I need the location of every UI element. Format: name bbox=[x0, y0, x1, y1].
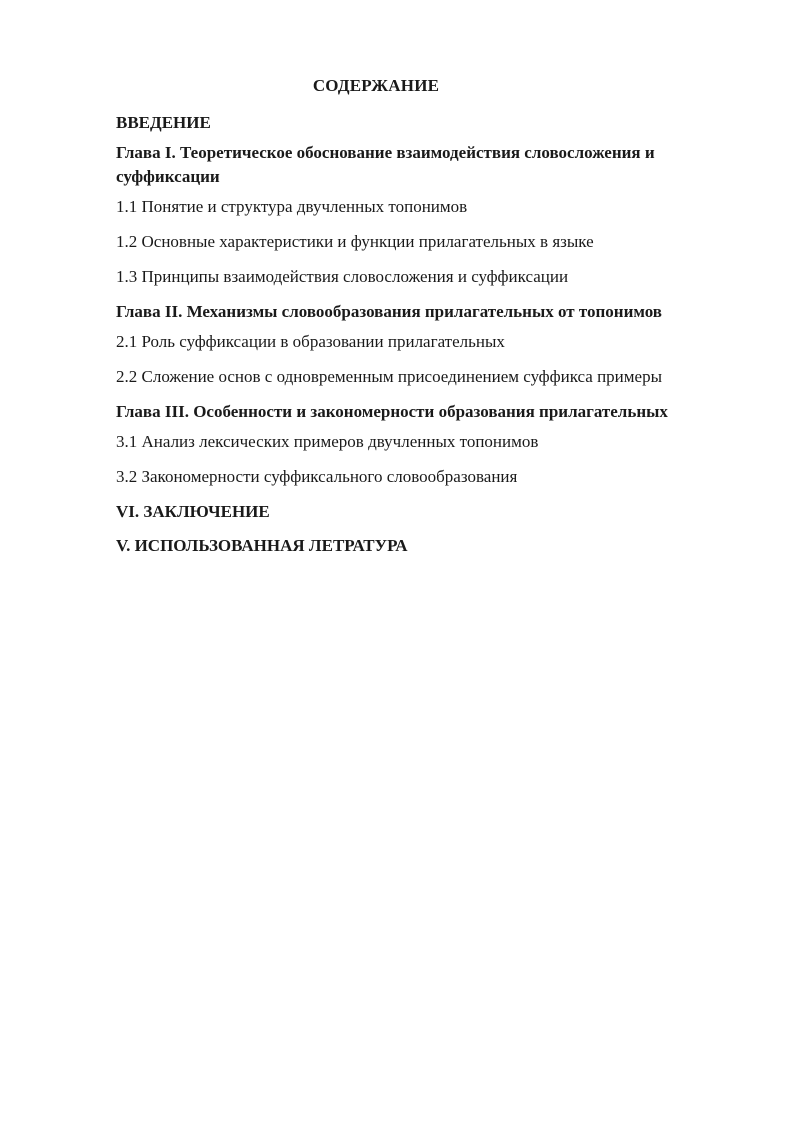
toc-title: СОДЕРЖАНИЕ bbox=[312, 76, 440, 95]
toc-entry-section-2-1: 2.1 Роль суффиксации в образовании прилагательных bbox=[116, 332, 505, 351]
toc-entry-conclusion: VI. ЗАКЛЮЧЕНИЕ bbox=[116, 502, 270, 521]
toc-entry-references: V. ИСПОЛЬЗОВАННАЯ ЛЕТРАТУРА bbox=[116, 536, 408, 555]
toc-list bbox=[116, 111, 736, 568]
toc-entry-chapter-2: Глава II. Механизмы словообразования прилагательных от топонимов bbox=[116, 302, 662, 321]
toc-entry-chapter-1: Глава I. Теоретическое обоснование взаимодействия словосложения и суффиксации bbox=[116, 143, 655, 186]
toc-entry-chapter-3: Глава III. Особенности и закономерности образования прилагательных bbox=[116, 402, 668, 421]
toc-entry-section-1-3: 1.3 Принципы взаимодействия словосложения и суффиксации bbox=[116, 267, 569, 286]
toc-entry-section-3-1: 3.1 Анализ лексических примеров двучленных топонимов bbox=[116, 432, 539, 451]
toc-entry-section-3-2: 3.2 Закономерности суффиксального словообразования bbox=[116, 467, 518, 486]
toc-entry-section-2-2: 2.2 Сложение основ с одновременным присоединением суффикса примеры bbox=[116, 367, 662, 386]
toc-entry-introduction: ВВЕДЕНИЕ bbox=[116, 113, 211, 132]
toc-entry-section-1-1: 1.1 Понятие и структура двучленных топонимов bbox=[116, 197, 468, 216]
toc-entry-section-1-2: 1.2 Основные характеристики и функции прилагательных в языке bbox=[116, 232, 594, 251]
